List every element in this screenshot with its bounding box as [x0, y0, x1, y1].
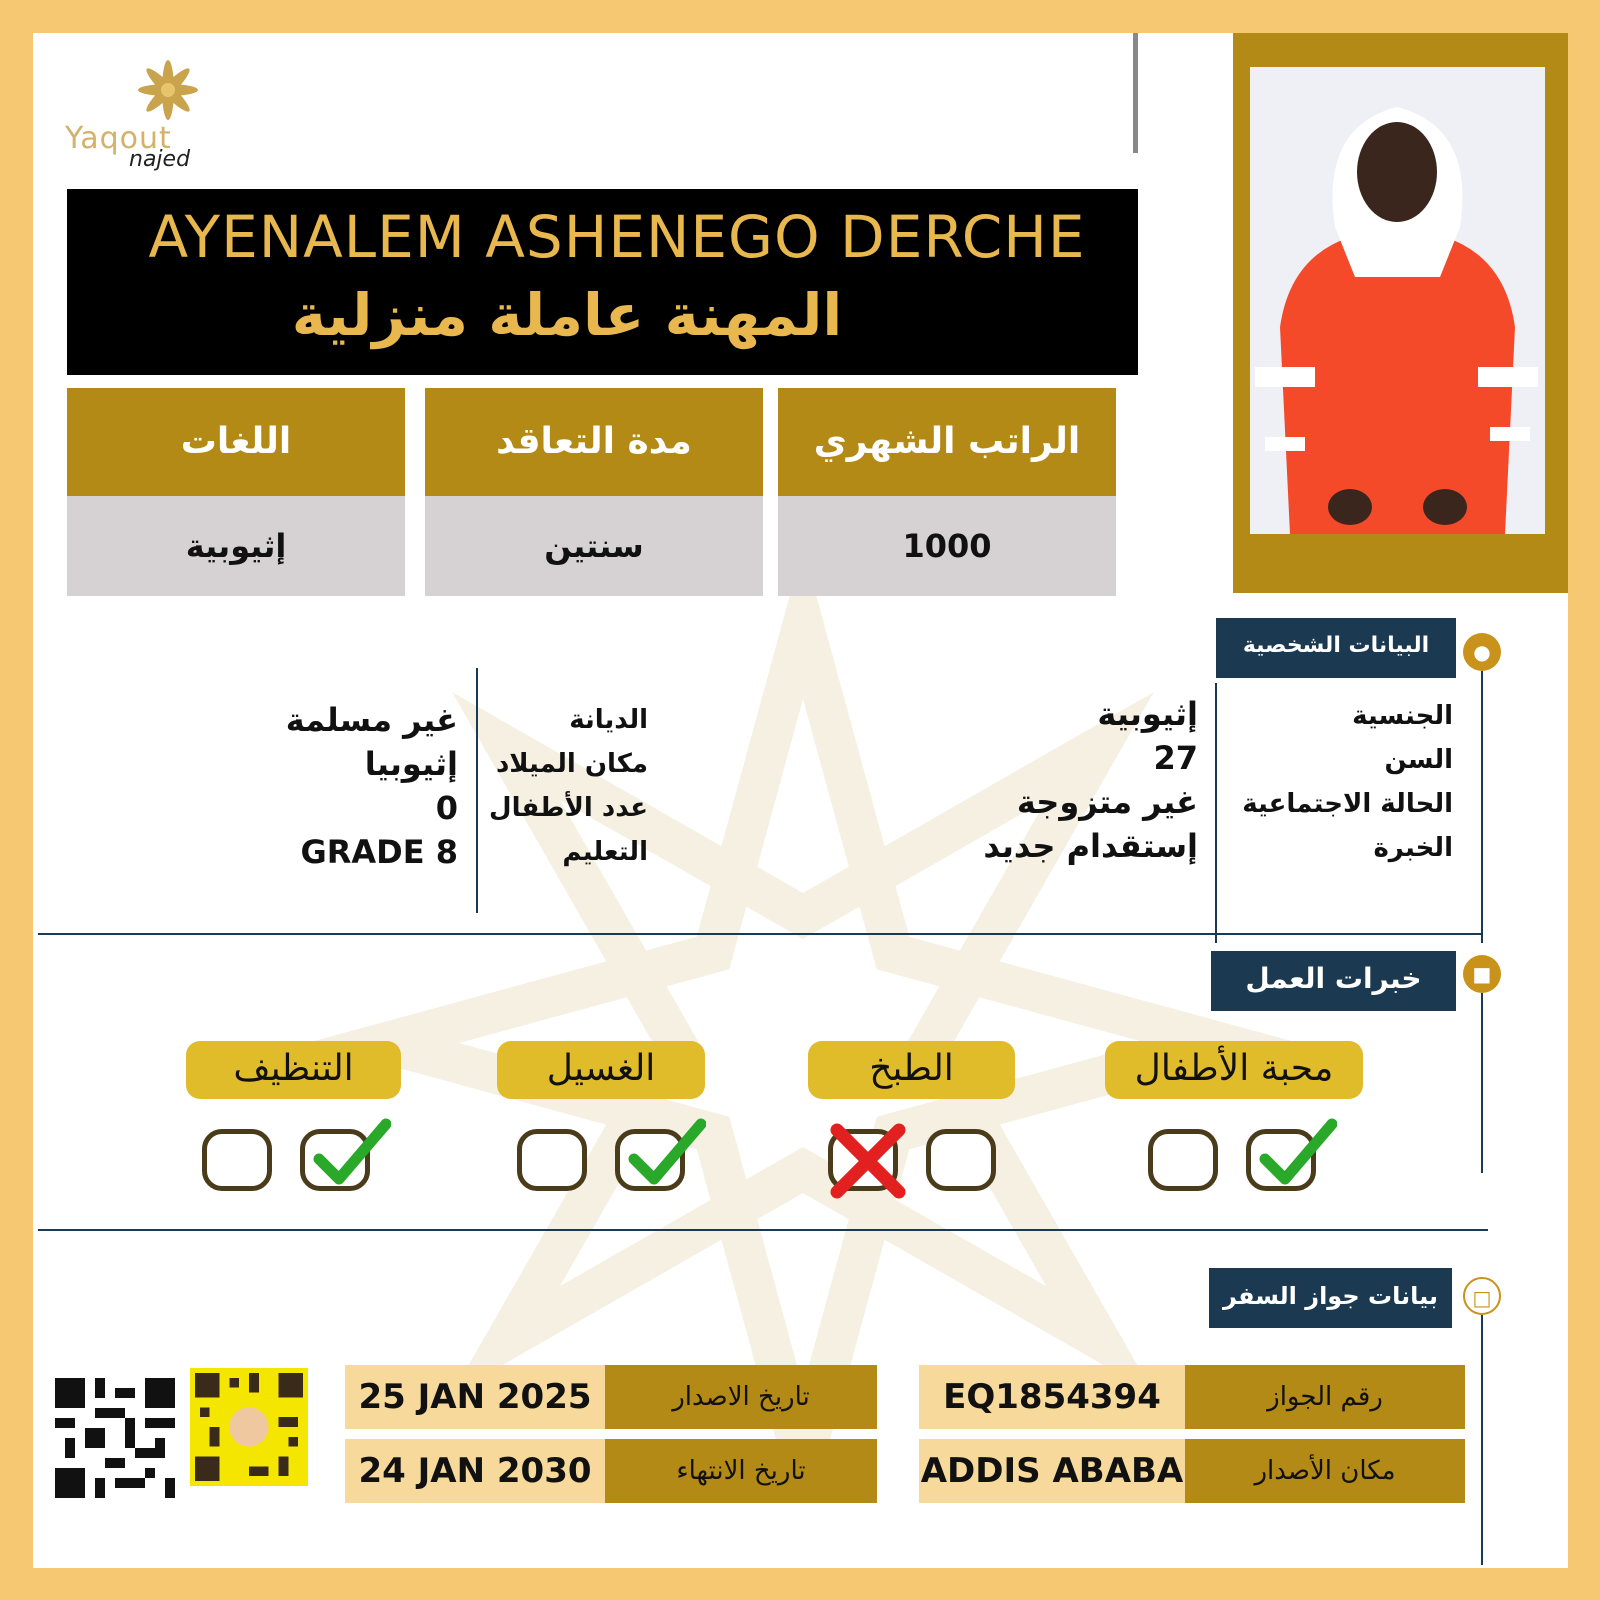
no-checkbox[interactable]: [202, 1129, 272, 1191]
column-divider: [476, 668, 478, 913]
education-label: التعليم: [562, 837, 648, 867]
skill-laundry: الغسيل: [497, 1041, 705, 1099]
yes-checkbox[interactable]: [926, 1129, 996, 1191]
person-figure-icon: [1250, 67, 1545, 534]
briefcase-icon: ■: [1463, 955, 1501, 993]
cv-card: [33, 33, 1568, 1568]
birthplace-label: مكان الميلاد: [495, 749, 648, 779]
person-icon: ●: [1463, 633, 1501, 671]
children-value: 0: [435, 789, 458, 827]
languages-value: إثيوبية: [67, 496, 405, 596]
logo-subtext: najed: [129, 147, 191, 172]
salary-value: 1000: [778, 496, 1116, 596]
checkmark-icon: [1257, 1114, 1337, 1194]
no-checkbox[interactable]: [828, 1129, 898, 1191]
divider: [1133, 33, 1138, 153]
salary-header: الراتب الشهري: [778, 388, 1116, 496]
birthplace-value: إثيوبيا: [364, 745, 458, 783]
yes-checkbox[interactable]: [615, 1129, 685, 1191]
age-value: 27: [1153, 739, 1198, 777]
experience-section-title: خبرات العمل: [1211, 951, 1456, 1011]
section-divider: [38, 1229, 1488, 1231]
issue-place-label: مكان الأصدار: [1185, 1439, 1465, 1503]
checkmark-icon: [311, 1114, 391, 1194]
personal-section-title: البيانات الشخصية: [1216, 618, 1456, 678]
languages-header: اللغات: [67, 388, 405, 496]
religion-value: غير مسلمة: [285, 701, 458, 739]
checkmark-icon: [626, 1114, 706, 1194]
timeline-line: [1481, 1315, 1483, 1565]
yes-checkbox[interactable]: [1246, 1129, 1316, 1191]
passport-section-title: بيانات جواز السفر: [1209, 1268, 1452, 1328]
marital-label: الحالة الاجتماعية: [1242, 789, 1453, 819]
education-value: GRADE 8: [300, 833, 458, 871]
age-label: السن: [1384, 745, 1453, 775]
qr-code-icon[interactable]: [55, 1378, 175, 1498]
logo-text: Yaqout: [65, 121, 172, 156]
passport-number-label: رقم الجواز: [1185, 1365, 1465, 1429]
issue-place-value: ADDIS ABABA: [919, 1439, 1185, 1503]
logo-flower-icon: [123, 55, 213, 125]
skill-cleaning: التنظيف: [186, 1041, 401, 1099]
contract-header: مدة التعاقد: [425, 388, 763, 496]
expiry-date-value: 24 JAN 2030: [345, 1439, 605, 1503]
candidate-profession: المهنة عاملة منزلية: [291, 281, 843, 349]
cross-icon: [825, 1118, 911, 1204]
experience-label: الخبرة: [1373, 833, 1453, 863]
photo-frame: [1233, 33, 1568, 593]
column-divider: [1215, 683, 1217, 943]
contract-value: سنتين: [425, 496, 763, 596]
timeline-line: [1481, 993, 1483, 1173]
experience-value: إستقدام جديد: [983, 827, 1198, 865]
timeline-line: [1481, 671, 1483, 943]
passport-icon: □: [1463, 1277, 1501, 1315]
no-checkbox[interactable]: [1148, 1129, 1218, 1191]
nationality-label: الجنسية: [1352, 701, 1453, 731]
children-label: عدد الأطفال: [489, 793, 648, 823]
skill-cooking: الطبخ: [808, 1041, 1015, 1099]
issue-date-value: 25 JAN 2025: [345, 1365, 605, 1429]
no-checkbox[interactable]: [517, 1129, 587, 1191]
expiry-date-label: تاريخ الانتهاء: [605, 1439, 877, 1503]
skill-childcare: محبة الأطفال: [1105, 1041, 1363, 1099]
candidate-photo: [1250, 67, 1545, 534]
yes-checkbox[interactable]: [300, 1129, 370, 1191]
religion-label: الديانة: [569, 705, 648, 735]
section-divider: [38, 933, 1483, 935]
candidate-name: AYENALEM ASHENEGO DERCHE: [148, 203, 1086, 271]
issue-date-label: تاريخ الاصدار: [605, 1365, 877, 1429]
nationality-value: إثيوبية: [1097, 695, 1198, 733]
company-logo: [63, 43, 223, 173]
passport-number-value: EQ1854394: [919, 1365, 1185, 1429]
qr-code-icon[interactable]: [189, 1368, 309, 1486]
marital-value: غير متزوجة: [1016, 783, 1198, 821]
name-banner: [67, 189, 1138, 375]
